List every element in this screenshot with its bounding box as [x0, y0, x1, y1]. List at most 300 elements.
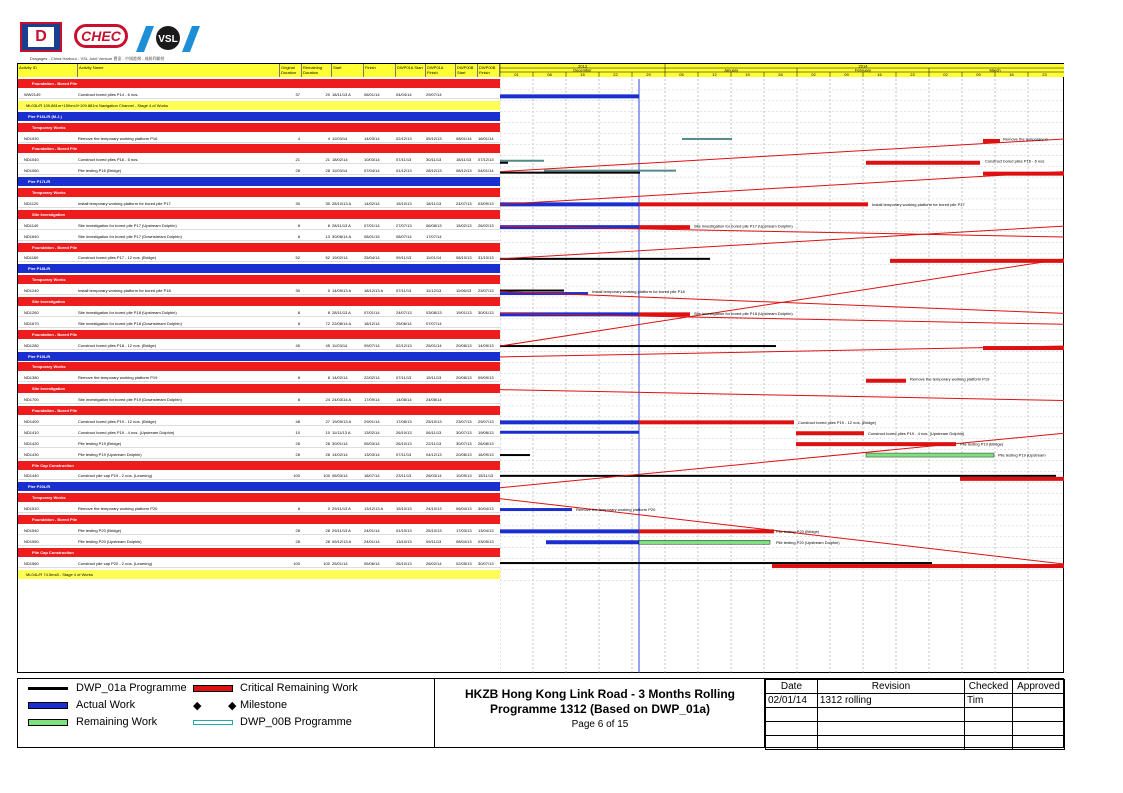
cell-od: 8 [297, 233, 300, 239]
rev-cell: 02/01/14 [766, 694, 818, 708]
bar-label: Construct bored piles P16 - 6 nos [985, 158, 1045, 164]
cell-name: Pile testing P16 (Bridge) [78, 168, 122, 174]
cell-name: Pile testing P20 (Upstream Dolphin) [78, 538, 142, 544]
legend-swatch-remaining [28, 719, 68, 726]
legend-title-block [17, 678, 1064, 748]
table-row [18, 253, 500, 262]
cell-s1: 17/08/13 [396, 418, 412, 424]
cell-s2: 10/09/13 [456, 473, 472, 479]
cell-f2: 29/07/13 [478, 418, 494, 424]
cell-s2: 20/08/13 [456, 375, 472, 381]
cell-id: ND1560 [24, 560, 39, 566]
cell-od: 37 [295, 91, 300, 97]
cell-f1: 26/03/14 [426, 473, 442, 479]
cell-od: 48 [295, 418, 300, 424]
cell-rd: 30 [325, 200, 330, 206]
category-row: Foundation - Bored Pile [18, 79, 500, 88]
critical-bar [639, 529, 774, 533]
revision-table [764, 679, 1065, 747]
milestone-icon: ◆ [193, 700, 202, 712]
critical-bar [796, 431, 864, 435]
week-label: 23 [910, 72, 915, 77]
legend-dwp01a: DWP_01a Programme [76, 682, 187, 694]
gantt-chart [500, 63, 1064, 673]
dwp01a-bar [500, 172, 640, 174]
cell-rd: 21 [325, 157, 330, 163]
cell-s1: 15/10/13 [396, 200, 412, 206]
cell-name: Site investigation for bored pile P17 (Upstream Dolphin) [78, 222, 177, 228]
cell-f1: 28/12/13 [426, 168, 442, 174]
category-row: Pile Cap Construction [18, 548, 500, 557]
col-dwp01a-start: DWP01A Start [396, 64, 426, 77]
category-row: Temporary Works [18, 188, 500, 197]
bar-label: Construct bored piles P19 - 12 nos. (Bridge) [798, 419, 877, 425]
cell-od: 8 [297, 397, 300, 403]
table-row [18, 155, 500, 164]
bar-label: Pile testing P20 (Bridge) [776, 528, 820, 534]
table-row [18, 559, 500, 568]
category-row: Temporary Works [18, 275, 500, 284]
table-row [18, 471, 500, 480]
table-row [18, 373, 500, 382]
cell-start: 11/03/14 [332, 342, 348, 348]
bar-label: Install temporary working platform for bored pile P17 [872, 201, 965, 207]
cell-start: 19/02/14 [332, 255, 348, 261]
cell-f1: 29/07/14 [426, 91, 442, 97]
week-label: 02 [811, 72, 816, 77]
table-row [18, 232, 500, 241]
cell-name: Site investigation for bored pile P18 (Downstream Dolphin) [78, 320, 182, 326]
cell-f1: 25/10/13 [426, 418, 442, 424]
bar-label: Site investigation for bored pile P17 (Upstream Dolphin) [694, 223, 793, 229]
cell-start: 28/10/13 A [332, 200, 352, 206]
category-row: Temporary Works [18, 123, 500, 132]
cell-s2: 19/01/13 [456, 309, 472, 315]
cell-name: Remove the temporary working platform P20 [78, 506, 158, 512]
dragages-logo: D [20, 22, 62, 52]
cell-f2: 26/08/13 [478, 440, 494, 446]
cell-od: 100 [293, 560, 300, 566]
cell-start: 22/08/14 A [332, 320, 352, 326]
cell-f1: 24/08/14 [426, 397, 442, 403]
chec-logo: CHEC [74, 24, 128, 48]
cell-rd: 8 [327, 222, 330, 228]
cell-finish: 18/12/13 A [364, 288, 384, 294]
col-rem-duration: Remaining Duration [302, 64, 332, 77]
cell-f2: 31/10/13 [478, 255, 494, 261]
cell-f1: 18/11/13 [426, 200, 442, 206]
month-label: February [854, 67, 872, 73]
year-label: 2014 [858, 64, 868, 69]
cell-finish: 22/02/14 [364, 375, 380, 381]
cell-name: Site investigation for bored pile P19 (Downstream Dolphin) [78, 397, 182, 403]
table-row [18, 439, 500, 448]
rev-cell [1013, 708, 1065, 722]
col-dwp00b-start: DWP00B Start [456, 64, 478, 77]
table-row [18, 308, 500, 317]
cell-s1: 07/11/13 [396, 451, 412, 457]
cell-s2: 08/01/14 [456, 135, 472, 141]
week-label: 02 [943, 72, 948, 77]
cell-name: Install temporary working platform for bored pile P18 [78, 288, 171, 294]
cell-od: 28 [295, 168, 300, 174]
category-row: Temporary Works [18, 362, 500, 371]
cell-finish: 09/07/14 [364, 342, 380, 348]
cell-finish: 29/01/14 [364, 418, 380, 424]
rev-header-date: Date [766, 680, 818, 694]
cell-finish: 25/04/14 [364, 255, 380, 261]
cell-f2: 07/12/13 [478, 157, 494, 163]
cell-rd: 10 [325, 429, 330, 435]
rev-cell: Tim [965, 694, 1013, 708]
cell-od: 8 [297, 506, 300, 512]
legend-critical: Critical Remaining Work [240, 682, 358, 694]
legend-remaining: Remaining Work [76, 716, 158, 728]
critical-bar [890, 259, 1064, 263]
remaining-bar [639, 540, 770, 544]
cell-finish: 13/12/13 A [364, 506, 384, 512]
col-dwp01a-finish: DWP01A Finish [426, 64, 456, 77]
cell-od: 10 [295, 429, 300, 435]
dwp01a-bar [500, 562, 932, 564]
critical-bar [639, 420, 794, 424]
cell-rd: 8 [327, 375, 330, 381]
cell-s1: 26/10/13 [396, 560, 412, 566]
cell-finish: 18/07/14 [364, 473, 380, 479]
cell-rd: 13 [325, 233, 330, 239]
cell-start: 09/12/13 A [332, 538, 352, 544]
bar-label: Pile testing P19 (Bridge) [960, 441, 1004, 447]
cell-finish: 07/01/14 [364, 222, 380, 228]
category-row: Foundation - Bored Pile [18, 144, 500, 153]
table-row [18, 537, 500, 546]
vsl-logo [136, 22, 202, 52]
cell-name: Pile testing P19 (Bridge) [78, 440, 122, 446]
cell-id: ND1440 [24, 473, 39, 479]
cell-finish: 14/02/14 [364, 200, 380, 206]
rev-header-revision: Revision [817, 680, 964, 694]
cell-id: ND1280 [24, 342, 39, 348]
cell-id: ND1060 [24, 168, 39, 174]
rev-header-checked: Checked [965, 680, 1013, 694]
table-row [18, 428, 500, 437]
cell-rd: 28 [325, 168, 330, 174]
cell-id: ND1430 [24, 451, 39, 457]
cell-s1: 15/10/13 [396, 506, 412, 512]
cell-s1: 01/10/13 [396, 527, 412, 533]
cell-finish: 24/01/14 [364, 527, 380, 533]
rev-cell [766, 722, 818, 736]
cell-name: Construct bored piles P18 - 12 nos. (Bridge) [78, 342, 157, 348]
category-row: ML03L/R 109.881m+150mx3+109.881m Navigation Channel - Stage 4 of Works [18, 101, 500, 110]
week-label: 08 [547, 72, 552, 77]
cell-finish: 05/06/14 [364, 560, 380, 566]
cell-f1: 09/11/13 [426, 538, 442, 544]
table-row [18, 286, 500, 295]
category-row: Temporary Works [18, 493, 500, 502]
cell-start: 11/03/14 [332, 168, 348, 174]
cell-finish: 13/03/14 [364, 451, 380, 457]
critical-bar [866, 161, 980, 165]
cell-od: 21 [295, 157, 300, 163]
cell-finish: 17/09/14 [364, 397, 380, 403]
table-row [18, 504, 500, 513]
cell-start: 24/03/14 A [332, 397, 352, 403]
col-orig-duration: Original Duration [280, 64, 302, 77]
cell-id: ND1540 [24, 527, 39, 533]
cell-s2: 24/07/13 [456, 200, 472, 206]
cell-id: ND1510 [24, 506, 39, 512]
cell-finish: 05/03/14 [364, 440, 380, 446]
cell-s1: 02/12/13 [396, 135, 412, 141]
cell-start: 25/01/14 [332, 560, 348, 566]
cell-od: 8 [297, 375, 300, 381]
cell-start: 28/11/13 A [332, 309, 351, 315]
cell-start: 14/02/14 [332, 375, 348, 381]
table-row [18, 199, 500, 208]
cell-id: ND1410 [24, 429, 39, 435]
category-row: Site Investigation [18, 384, 500, 393]
column-header [18, 64, 500, 77]
category-row: ML04L/R 74.5mx8 - Stage 4 of Works [18, 570, 500, 579]
cell-id: ND1550 [24, 538, 39, 544]
cell-s2: 08/12/13 [456, 168, 472, 174]
cell-f1: 25/10/13 [426, 527, 442, 533]
rev-cell [1013, 694, 1065, 708]
cell-rd: 100 [323, 560, 330, 566]
cell-f2: 14/09/13 [478, 342, 494, 348]
actual-bar [500, 431, 639, 434]
cell-f2: 19/08/13 [478, 429, 494, 435]
week-label: 16 [877, 72, 882, 77]
dwp01a-bar [500, 290, 564, 292]
cell-od: 8 [297, 309, 300, 315]
bar-label: Site investigation for bored pile P18 (Upstream Dolphin) [694, 310, 793, 316]
title-line2: Programme 1312 (Based on DWP_01a) [489, 702, 711, 716]
bar-label: Remove the temporary working platform P19 [910, 376, 990, 382]
cell-f2: 03/09/13 [478, 200, 494, 206]
cell-od: 45 [295, 342, 300, 348]
dwp00b-bar [682, 138, 732, 140]
cell-finish: 13/02/14 [364, 429, 380, 435]
actual-bar [546, 540, 639, 544]
cell-finish: 10/03/14 [364, 157, 380, 163]
week-label: 23 [1042, 72, 1047, 77]
critical-bar [772, 564, 1064, 568]
rev-cell [766, 708, 818, 722]
week-label: 26 [778, 72, 783, 77]
rev-cell [817, 708, 964, 722]
remaining-bar [866, 453, 994, 457]
col-finish: Finish [364, 64, 396, 77]
legend-milestone: Milestone [240, 699, 288, 711]
cell-rd: 52 [325, 255, 330, 261]
cell-id: ND1030 [24, 135, 39, 141]
cell-rd: 4 [327, 135, 330, 141]
cell-f2: 15/11/13 [478, 473, 494, 479]
bar-label: Install temporary working platform for bored pile P18 [592, 289, 685, 295]
cell-name: Construct bored piles P19 - 12 nos. (Bridge) [78, 418, 157, 424]
cell-start: 28/11/13 A [332, 222, 351, 228]
cell-id: ND1700 [24, 397, 39, 403]
cell-id: ND1140 [24, 222, 39, 228]
month-label: January [723, 67, 739, 73]
cell-start: 14/09/13 A [332, 288, 352, 294]
rev-cell [965, 736, 1013, 750]
cell-start: 18/02/14 [332, 157, 348, 163]
category-row: Pile Cap Construction [18, 461, 500, 470]
rev-cell: 1312 rolling [817, 694, 964, 708]
table-row [18, 166, 500, 175]
cell-s1: 24/07/13 [396, 309, 412, 315]
actual-bar [500, 508, 572, 511]
rev-cell [817, 736, 964, 750]
rev-cell [1013, 736, 1065, 750]
cell-finish: 24/01/14 [364, 538, 380, 544]
cell-start: 11/11/13 A [332, 429, 351, 435]
dwp00b-bar [500, 160, 544, 162]
milestone-icon: ◆ [228, 700, 237, 712]
week-label: 15 [580, 72, 585, 77]
rev-cell [965, 708, 1013, 722]
cell-s2: 23/07/13 [456, 418, 472, 424]
cell-id: ND1670 [24, 320, 39, 326]
table-row [18, 221, 500, 230]
category-row: Pier P17L/R [18, 177, 500, 186]
week-label: 12 [712, 72, 717, 77]
category-row: Site Investigation [18, 210, 500, 219]
cell-f1: 05/12/13 [426, 135, 442, 141]
cell-s2: 30/07/13 [456, 429, 472, 435]
cell-start: 06/03/14 [332, 473, 348, 479]
rev-cell [766, 736, 818, 750]
table-row [18, 417, 500, 426]
cell-rd: 0 [327, 288, 330, 294]
dwp01a-bar [500, 345, 776, 347]
dwp01a-bar [500, 162, 508, 164]
cell-name: Construct pile cap P20 - 2 nos. (Learning) [78, 560, 153, 566]
dwp01a-bar [500, 258, 710, 260]
cell-f1: 07/07/14 [426, 320, 442, 326]
week-label: 16 [1009, 72, 1014, 77]
table-row [18, 341, 500, 350]
col-start: Start [332, 64, 364, 77]
cell-f1: 17/07/14 [426, 233, 442, 239]
cell-s1: 25/06/14 [396, 320, 412, 326]
cell-s2: 17/03/13 [456, 527, 472, 533]
cell-od: 100 [293, 473, 300, 479]
cell-id: ND1640 [24, 233, 39, 239]
critical-bar [960, 477, 1064, 481]
cell-finish: 07/04/14 [364, 168, 380, 174]
cell-start: 30/01/14 [332, 440, 348, 446]
cell-f1: 26/02/14 [426, 560, 442, 566]
cell-id: ND1040 [24, 157, 39, 163]
cell-finish: 14/03/14 [364, 135, 380, 141]
cell-s1: 27/07/13 [396, 222, 412, 228]
category-row: Foundation - Bored Pile [18, 515, 500, 524]
table-row [18, 526, 500, 535]
cell-s2: 15/02/13 [456, 222, 472, 228]
cell-f2: 30/07/13 [478, 560, 494, 566]
cell-finish: 07/01/14 [364, 309, 380, 315]
cell-rd: 8 [327, 309, 330, 315]
title-box [434, 679, 765, 747]
cell-f2: 16/09/13 [478, 451, 494, 457]
cell-s1: 07/11/13 [396, 288, 412, 294]
col-activity-name: Activity Name [78, 64, 280, 77]
year-label: 2013 [578, 64, 587, 69]
bar-label: Construct bored piles P19 - 4 nos. (Upstream Dolphin) [868, 430, 965, 436]
cell-s2: 20/08/13 [456, 342, 472, 348]
cell-name: Construct bored piles P17 - 12 nos. (Bridge) [78, 255, 157, 261]
cell-s2: 08/10/13 [456, 255, 472, 261]
cell-id: WW2149 [24, 91, 41, 97]
cell-s2: 11/06/13 [456, 288, 472, 294]
cell-s1: 02/12/13 [396, 342, 412, 348]
cell-od: 30 [295, 200, 300, 206]
category-row: Site Investigation [18, 297, 500, 306]
cell-s2: 02/05/13 [456, 560, 472, 566]
actual-bar [500, 420, 639, 424]
cell-start: 19/09/13 A [332, 418, 352, 424]
cell-name: Remove the temporary working platform P16 [78, 135, 158, 141]
actual-bar [500, 529, 639, 533]
cell-name: Construct bored piles P19 - 4 nos. (Upstream Dolphin) [78, 429, 175, 435]
week-label: 09 [844, 72, 849, 77]
rev-header-approved: Approved [1013, 680, 1065, 694]
cell-name: Remove the temporary working platform P19 [78, 375, 158, 381]
cell-f2: 26/02/13 [478, 222, 494, 228]
cell-name: Pile testing P20 (Bridge) [78, 527, 122, 533]
cell-rd: 28 [325, 538, 330, 544]
cell-rd: 100 [323, 473, 330, 479]
cell-f1: 24/10/13 [426, 506, 442, 512]
category-row: Pier P20L/R [18, 482, 500, 491]
cell-start: 29/11/13 A [332, 527, 351, 533]
cell-finish: 08/01/15 [364, 233, 380, 239]
critical-bar [639, 202, 868, 206]
title-line1: HKZB Hong Kong Link Road - 3 Months Rolling [465, 687, 735, 701]
cell-name: Construct bored piles P14 - 6 nos. [78, 91, 139, 97]
svg-text:VSL: VSL [158, 34, 178, 45]
cell-start: 29/11/13 A [332, 506, 351, 512]
cell-s2: 08/04/13 [456, 538, 472, 544]
cell-f1: 06/08/13 [426, 222, 442, 228]
table-row [18, 90, 500, 99]
cell-start: 14/02/14 [332, 451, 348, 457]
cell-f1: 11/12/13 [426, 288, 442, 294]
rev-cell [965, 722, 1013, 736]
cell-s1: 23/11/13 [396, 473, 412, 479]
cell-s1: 01/12/13 [396, 168, 412, 174]
critical-bar [866, 379, 906, 383]
cell-id: ND1380 [24, 375, 39, 381]
cell-s1: 04/04/14 [396, 91, 412, 97]
cell-od: 28 [295, 440, 300, 446]
cell-s1: 26/10/13 [396, 440, 412, 446]
month-label: December [573, 67, 592, 73]
cell-od: 8 [297, 222, 300, 228]
bar-label: Pile testing P20 (Upstream Dolphin) [776, 539, 840, 545]
cell-f1: 11/01/14 [426, 255, 442, 261]
dwp01a-bar [500, 475, 1056, 477]
cell-od: 28 [295, 538, 300, 544]
cell-f2: 16/01/14 [478, 135, 494, 141]
cell-s1: 09/11/13 [396, 255, 412, 261]
legend-swatch-critical [193, 685, 233, 692]
cell-start: 18/11/13 A [332, 91, 351, 97]
